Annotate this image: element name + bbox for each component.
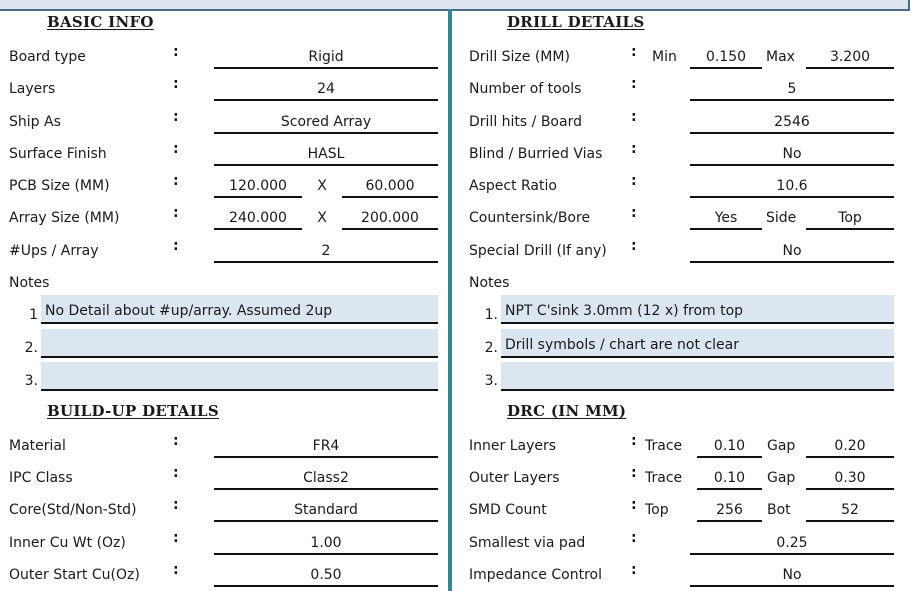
aspect-ratio-value[interactable]: 10.6 xyxy=(690,177,894,198)
colon: : xyxy=(173,173,179,189)
drill-note-1-number: 1. xyxy=(484,307,498,323)
blind-vias-value[interactable]: No xyxy=(690,145,894,166)
colon: : xyxy=(631,205,637,221)
outer-trace-value[interactable]: 0.10 xyxy=(697,469,762,490)
colon: : xyxy=(173,530,179,546)
inner-cu-value[interactable]: 1.00 xyxy=(214,534,438,555)
array-size-x-value[interactable]: 240.000 xyxy=(214,209,302,230)
array-size-separator: X xyxy=(317,210,327,226)
colon: : xyxy=(631,433,637,449)
pcb-size-label: PCB Size (MM) xyxy=(9,178,110,194)
basic-note-1[interactable]: No Detail about #up/array. Assumed 2up xyxy=(41,295,438,324)
top-header-strip xyxy=(0,0,910,11)
board-type-label: Board type xyxy=(9,49,86,65)
colon: : xyxy=(173,465,179,481)
impedance-label: Impedance Control xyxy=(469,567,602,583)
outer-gap-value[interactable]: 0.30 xyxy=(806,469,894,490)
drill-note-1[interactable]: NPT C'sink 3.0mm (12 x) from top xyxy=(501,295,894,324)
smd-top-label: Top xyxy=(645,502,669,518)
material-value[interactable]: FR4 xyxy=(214,437,438,458)
core-label: Core(Std/Non-Std) xyxy=(9,502,137,518)
colon: : xyxy=(173,433,179,449)
drill-note-2-number: 2. xyxy=(484,340,498,356)
drill-notes-label: Notes xyxy=(469,275,510,291)
colon: : xyxy=(173,76,179,92)
colon: : xyxy=(631,44,637,60)
ipc-class-value[interactable]: Class2 xyxy=(214,469,438,490)
colon: : xyxy=(631,530,637,546)
layers-label: Layers xyxy=(9,81,56,97)
smd-count-label: SMD Count xyxy=(469,502,547,518)
special-drill-value[interactable]: No xyxy=(690,242,894,263)
core-value[interactable]: Standard xyxy=(214,501,438,522)
colon: : xyxy=(631,562,637,578)
inner-gap-value[interactable]: 0.20 xyxy=(806,437,894,458)
colon: : xyxy=(631,141,637,157)
inner-gap-label: Gap xyxy=(767,438,796,454)
ipc-class-label: IPC Class xyxy=(9,470,73,486)
impedance-value[interactable]: No xyxy=(690,566,894,587)
basic-note-2[interactable] xyxy=(41,329,438,358)
pcb-size-separator: X xyxy=(317,178,327,194)
outer-gap-label: Gap xyxy=(767,470,796,486)
countersink-value[interactable]: Yes xyxy=(690,209,762,230)
number-of-tools-value[interactable]: 5 xyxy=(690,80,894,101)
colon: : xyxy=(631,497,637,513)
colon: : xyxy=(173,44,179,60)
countersink-side-value[interactable]: Top xyxy=(806,209,894,230)
smd-top-value[interactable]: 256 xyxy=(697,501,762,522)
ups-per-array-label: #Ups / Array xyxy=(9,243,99,259)
drill-min-label: Min xyxy=(652,49,677,65)
countersink-label: Countersink/Bore xyxy=(469,210,591,226)
colon: : xyxy=(631,76,637,92)
basic-info-title: BASIC INFO xyxy=(47,13,154,31)
drill-max-value[interactable]: 3.200 xyxy=(806,48,894,69)
drill-note-3[interactable] xyxy=(501,362,894,391)
colon: : xyxy=(173,141,179,157)
special-drill-label: Special Drill (If any) xyxy=(469,243,607,259)
ship-as-label: Ship As xyxy=(9,114,61,130)
aspect-ratio-label: Aspect Ratio xyxy=(469,178,557,194)
surface-finish-label: Surface Finish xyxy=(9,146,107,162)
colon: : xyxy=(631,173,637,189)
drill-max-label: Max xyxy=(766,49,795,65)
outer-cu-label: Outer Start Cu(Oz) xyxy=(9,567,140,583)
drc-title: DRC (IN MM) xyxy=(507,402,627,420)
outer-layers-label: Outer Layers xyxy=(469,470,560,486)
ups-per-array-value[interactable]: 2 xyxy=(214,242,438,263)
basic-note-3[interactable] xyxy=(41,362,438,391)
colon: : xyxy=(173,562,179,578)
basic-note-2-number: 2. xyxy=(24,340,38,356)
basic-note-1-number: 1 xyxy=(29,307,38,323)
board-type-value[interactable]: Rigid xyxy=(214,48,438,69)
inner-trace-value[interactable]: 0.10 xyxy=(697,437,762,458)
smallest-via-value[interactable]: 0.25 xyxy=(690,534,894,555)
colon: : xyxy=(631,238,637,254)
countersink-side-label: Side xyxy=(766,210,797,226)
drill-size-label: Drill Size (MM) xyxy=(469,49,570,65)
buildup-title: BUILD-UP DETAILS xyxy=(47,402,220,420)
drill-note-2[interactable]: Drill symbols / chart are not clear xyxy=(501,329,894,358)
drill-note-3-number: 3. xyxy=(484,373,498,389)
blind-vias-label: Blind / Burried Vias xyxy=(469,146,603,162)
pcb-size-y-value[interactable]: 60.000 xyxy=(342,177,438,198)
array-size-y-value[interactable]: 200.000 xyxy=(342,209,438,230)
material-label: Material xyxy=(9,438,66,454)
drill-hits-value[interactable]: 2546 xyxy=(690,113,894,134)
colon: : xyxy=(173,238,179,254)
drill-hits-label: Drill hits / Board xyxy=(469,114,582,130)
colon: : xyxy=(631,465,637,481)
colon: : xyxy=(173,109,179,125)
number-of-tools-label: Number of tools xyxy=(469,81,582,97)
outer-trace-label: Trace xyxy=(645,470,683,486)
smallest-via-label: Smallest via pad xyxy=(469,535,586,551)
outer-cu-value[interactable]: 0.50 xyxy=(214,566,438,587)
colon: : xyxy=(173,497,179,513)
inner-layers-label: Inner Layers xyxy=(469,438,557,454)
basic-note-3-number: 3. xyxy=(24,373,38,389)
basic-notes-label: Notes xyxy=(9,275,50,291)
drill-details-title: DRILL DETAILS xyxy=(507,13,645,31)
pcb-size-x-value[interactable]: 120.000 xyxy=(214,177,302,198)
column-divider xyxy=(448,9,452,591)
array-size-label: Array Size (MM) xyxy=(9,210,120,226)
ship-as-value[interactable]: Scored Array xyxy=(214,113,438,134)
layers-value[interactable]: 24 xyxy=(214,80,438,101)
colon: : xyxy=(631,109,637,125)
inner-cu-label: Inner Cu Wt (Oz) xyxy=(9,535,126,551)
colon: : xyxy=(173,205,179,221)
smd-bot-value[interactable]: 52 xyxy=(806,501,894,522)
drill-min-value[interactable]: 0.150 xyxy=(690,48,762,69)
smd-bot-label: Bot xyxy=(767,502,791,518)
surface-finish-value[interactable]: HASL xyxy=(214,145,438,166)
inner-trace-label: Trace xyxy=(645,438,683,454)
